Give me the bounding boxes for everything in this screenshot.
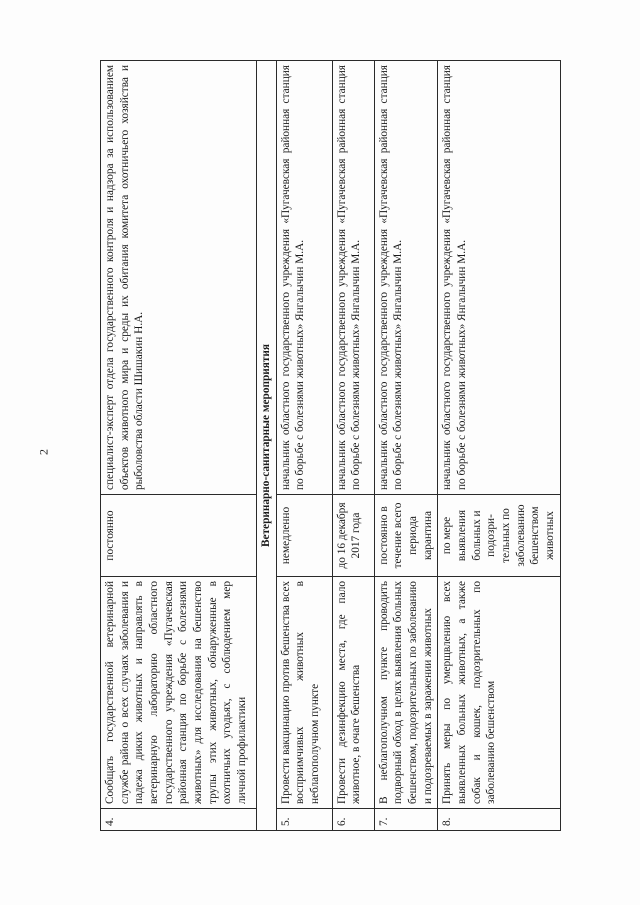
row-term: по мере выявления больных и подозри-тельных по заболеванию бешенством животных	[438, 495, 560, 577]
row-responsible: начальник областного государственного учреждения «Пугачевская районная станция по борьбе с болезнями животных» Янгалычин М.А.	[438, 61, 560, 495]
table-row	[276, 61, 332, 831]
row-number: 7.	[374, 809, 438, 831]
row-action: Провести вакцинацию против бешенства всех восприимчивых животных в неблагополучном пункте	[276, 577, 332, 809]
rotated-table-wrapper	[100, 61, 580, 831]
row-responsible: начальник областного государственного учреждения «Пугачевская районная станция по борьбе с болезнями животных» Янгалычин М.А.	[276, 61, 332, 495]
page-number: 2	[36, 449, 51, 455]
row-term: постоянно в течение всего периода карантина	[374, 495, 438, 577]
row-action: Принять меры по умерщвлению всех выявленных больных животных, а также собак и кошек, подозрительных по заболеванию бешенством	[438, 577, 560, 809]
table-row	[101, 61, 257, 831]
row-number: 8.	[438, 809, 560, 831]
row-term: до 16 декабря 2017 года	[332, 495, 374, 577]
row-responsible: специалист-эксперт отдела государственного контроля и надзора за использованием объектов животного мира и среды их обитания комитета охотничьего хозяйства и рыболовства области Шишакин Н.А.	[101, 61, 257, 495]
row-action: Провести дезинфекцию места, где пало животное, в очаге бешенства	[332, 577, 374, 809]
section-header: Ветеринарно-санитарные мероприятия	[257, 61, 277, 831]
row-number: 5.	[276, 809, 332, 831]
row-number: 6.	[332, 809, 374, 831]
row-action: В неблагополучном пункте проводить подворный обход в целях выявления больных бешенством, подозрительных по заболеванию и подозреваемых в заражении животных	[374, 577, 438, 809]
row-responsible: начальник областного государственного учреждения «Пугачевская районная станция по борьбе с болезнями животных» Янгалычин М.А.	[332, 61, 374, 495]
table-row	[438, 61, 560, 831]
table-row	[374, 61, 438, 831]
row-number: 4.	[101, 809, 257, 831]
section-header-row	[257, 61, 277, 831]
table-row	[332, 61, 374, 831]
row-term: немедленно	[276, 495, 332, 577]
measures-table	[100, 60, 561, 831]
row-action: Сообщать государственной ветеринарной службе района о всех случаях заболевания и падежа диких животных и направлять в ветеринарную лабораторию областного государственного учреждения «Пугачевская районная станция по борьбе с болезнями животных» для исследования на бешенство трупы этих животных, обнаруженные в охотничьих угодьях, с соблюдением мер личной профилактики	[101, 577, 257, 809]
row-responsible: начальник областного государственного учреждения «Пугачевская районная станция по борьбе с болезнями животных» Янгалычин М.А.	[374, 61, 438, 495]
row-term: постоянно	[101, 495, 257, 577]
